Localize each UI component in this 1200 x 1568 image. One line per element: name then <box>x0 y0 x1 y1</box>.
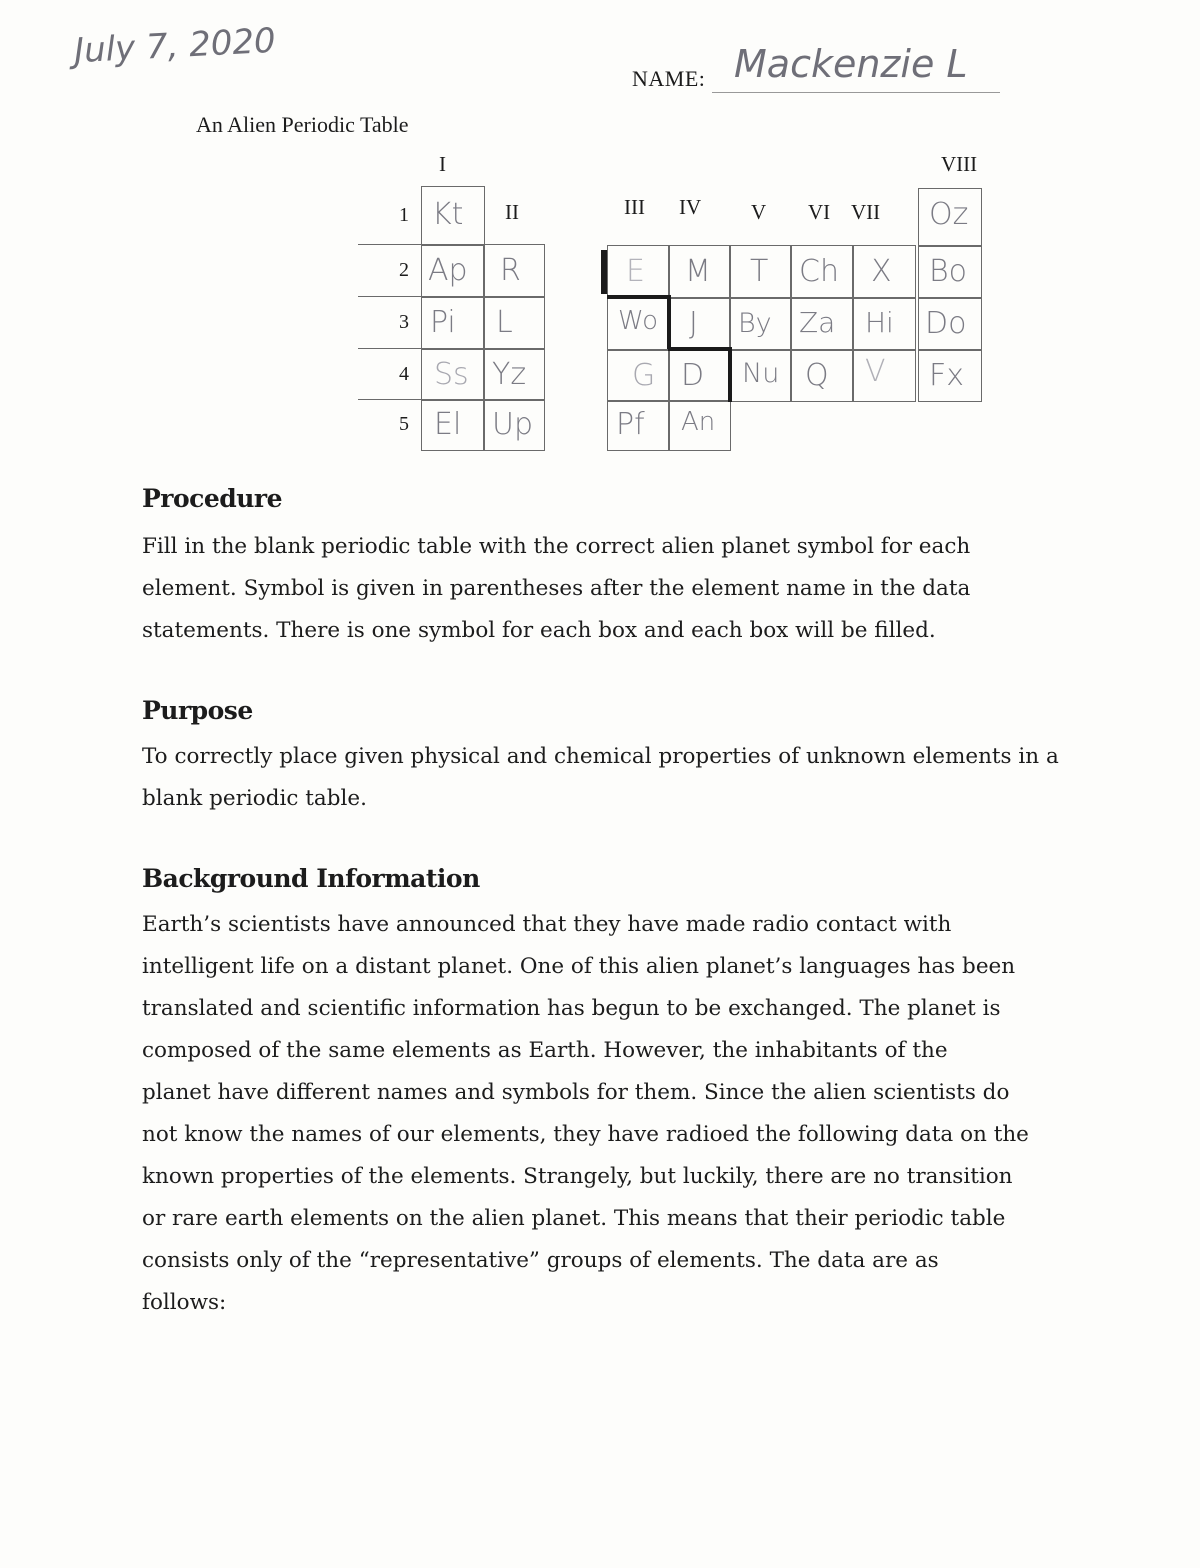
element-symbol: R <box>500 253 521 288</box>
element-symbol: By <box>738 308 772 339</box>
name-underline <box>712 92 1000 93</box>
group-header-3: III <box>624 195 645 219</box>
element-symbol: Q <box>805 358 829 393</box>
element-cell-p5-g3 <box>607 400 670 451</box>
group-header-1: I <box>439 152 446 176</box>
element-cell-p3-g2 <box>483 296 545 350</box>
period-row-line <box>358 244 422 245</box>
element-cell-p3-g7 <box>852 297 916 351</box>
element-cell-p2-g7 <box>852 245 916 299</box>
element-cell-p2-g3 <box>607 245 670 299</box>
text-line: composed of the same elements as Earth. However, the inhabitants of the <box>142 1038 948 1063</box>
element-symbol: T <box>750 254 769 289</box>
period-row-line <box>358 348 422 349</box>
element-symbol: Hi <box>865 306 894 339</box>
purpose-text <box>142 736 1059 820</box>
group-header-5: V <box>751 200 767 224</box>
element-symbol: An <box>681 407 716 437</box>
procedure-heading: Procedure <box>142 484 283 513</box>
element-cell-p3-g4 <box>668 297 731 351</box>
text-line: Fill in the blank periodic table with the correct alien planet symbol for each <box>142 534 971 559</box>
metalloid-line <box>607 295 670 299</box>
element-cell-p3-g6 <box>790 297 854 351</box>
period-label-4: 4 <box>399 363 409 385</box>
period-row-line <box>358 296 422 297</box>
period-row-line <box>358 399 422 400</box>
text-line: or rare earth elements on the alien planet. This means that their periodic table <box>142 1206 1006 1231</box>
element-cell-p4-g4 <box>668 349 731 402</box>
element-symbol: M <box>685 254 711 289</box>
period-label-5: 5 <box>399 413 409 435</box>
element-cell-p1-g1 <box>421 186 485 246</box>
element-symbol: Ss <box>434 357 469 392</box>
element-cell-p3-g3 <box>607 297 670 351</box>
element-cell-p2-g6 <box>790 245 854 299</box>
element-symbol: J <box>689 306 698 341</box>
metalloid-line <box>728 347 732 402</box>
text-line: consists only of the “representative” groups of elements. The data are as <box>142 1248 939 1273</box>
text-line: Earth’s scientists have announced that they have made radio contact with <box>142 912 952 937</box>
element-cell-p4-g5 <box>729 349 792 402</box>
element-symbol: Ch <box>799 254 839 289</box>
text-line: To correctly place given physical and chemical properties of unknown elements in a <box>142 744 1059 769</box>
element-cell-p3-g1 <box>421 296 485 350</box>
element-symbol: Kt <box>432 197 464 232</box>
text-line: blank periodic table. <box>142 786 367 811</box>
element-symbol: Yz <box>492 357 527 392</box>
group-header-7: VII <box>851 200 881 224</box>
group-header-2: II <box>505 200 519 224</box>
element-symbol: V <box>865 354 886 389</box>
element-symbol: Do <box>925 306 967 341</box>
element-cell-p2-g1 <box>421 244 485 298</box>
element-symbol: L <box>496 305 513 340</box>
element-symbol: Up <box>492 407 534 442</box>
element-cell-p4-g2 <box>483 348 545 401</box>
element-cell-p3-g8 <box>918 297 982 351</box>
text-line: follows: <box>142 1290 227 1315</box>
text-line: translated and scientific information has begun to be exchanged. The planet is <box>142 996 1001 1021</box>
element-symbol: Nu <box>742 358 780 389</box>
element-symbol: Pi <box>430 305 456 340</box>
text-line: not know the names of our elements, they have radioed the following data on the <box>142 1122 1029 1147</box>
element-cell-p3-g5 <box>729 297 792 351</box>
element-symbol: D <box>681 358 705 393</box>
table-title: An Alien Periodic Table <box>196 112 409 137</box>
element-cell-p5-g2 <box>483 399 545 451</box>
element-cell-p2-g4 <box>668 245 731 299</box>
element-cell-p4-g8 <box>918 349 982 402</box>
element-cell-p4-g6 <box>790 349 854 402</box>
metalloid-line <box>667 295 671 349</box>
metalloid-line <box>601 250 607 294</box>
element-cell-p5-g4 <box>668 400 731 451</box>
background-text <box>142 904 1029 1324</box>
element-symbol: E <box>626 254 645 289</box>
element-cell-p1-g8 <box>918 188 982 247</box>
period-label-1: 1 <box>399 204 409 226</box>
name-label: NAME: <box>632 66 706 91</box>
purpose-heading: Purpose <box>142 696 253 725</box>
element-symbol: Za <box>799 306 836 339</box>
group-header-8: VIII <box>941 152 978 176</box>
text-line: intelligent life on a distant planet. One of this alien planet’s languages has been <box>142 954 1016 979</box>
element-symbol: Ap <box>428 253 468 288</box>
element-symbol: G <box>632 358 656 393</box>
text-line: planet have different names and symbols for them. Since the alien scientists do <box>142 1080 1010 1105</box>
element-symbol: Pf <box>616 407 645 442</box>
element-symbol: Wo <box>618 306 659 336</box>
element-cell-p2-g5 <box>729 245 792 299</box>
element-symbol: Fx <box>929 358 965 393</box>
group-header-4: IV <box>679 195 702 219</box>
element-cell-p4-g1 <box>421 348 485 401</box>
text-line: known properties of the elements. Strangely, but luckily, there are no transition <box>142 1164 1013 1189</box>
element-symbol: El <box>434 407 462 442</box>
period-label-2: 2 <box>399 259 409 281</box>
text-line: statements. There is one symbol for each box and each box will be filled. <box>142 618 936 643</box>
group-header-6: VI <box>808 200 831 224</box>
period-label-3: 3 <box>399 311 409 333</box>
element-symbol: X <box>871 254 892 289</box>
element-cell-p4-g7 <box>852 349 916 402</box>
element-cell-p5-g1 <box>421 399 485 451</box>
element-cell-p4-g3 <box>607 349 670 402</box>
element-cell-p2-g2 <box>483 244 545 298</box>
element-cell-p2-g8 <box>918 245 982 299</box>
metalloid-line <box>668 347 731 351</box>
background-heading: Background Information <box>142 864 480 893</box>
handwritten-name: Mackenzie L <box>734 42 968 86</box>
element-symbol: Bo <box>929 254 967 289</box>
handwritten-date: July 7, 2020 <box>73 20 277 72</box>
procedure-text <box>142 526 970 652</box>
element-symbol: Oz <box>929 197 969 232</box>
text-line: element. Symbol is given in parentheses after the element name in the data <box>142 576 971 601</box>
